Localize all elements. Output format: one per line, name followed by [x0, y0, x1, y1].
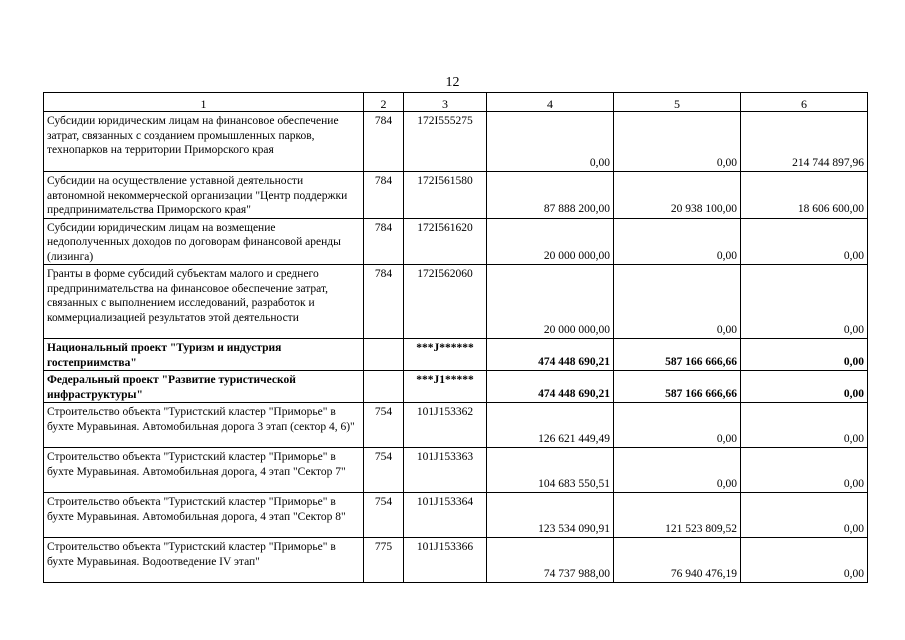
header-col-2: 2	[364, 93, 404, 112]
header-col-1: 1	[44, 93, 364, 112]
row-target-article: 172I555275	[404, 112, 487, 172]
row-code: 775	[364, 538, 404, 583]
header-col-4: 4	[487, 93, 614, 112]
row-amount-year-1: 474 448 690,21	[487, 339, 614, 371]
row-amount-year-3: 0,00	[741, 448, 868, 493]
row-amount-year-2: 121 523 809,52	[614, 493, 741, 538]
row-name: Национальный проект "Туризм и индустрия гостеприимства"	[44, 339, 364, 371]
row-amount-year-1: 74 737 988,00	[487, 538, 614, 583]
table-row	[44, 339, 868, 371]
row-amount-year-3: 0,00	[741, 538, 868, 583]
row-name: Федеральный проект "Развитие туристической инфраструктуры"	[44, 371, 364, 403]
table-row	[44, 371, 868, 403]
row-name: Строительство объекта "Туристский кластер "Приморье" в бухте Муравьиная. Автомобильная дорога 3 этап (сектор 4, 6)"	[44, 403, 364, 448]
row-target-article: 101J153366	[404, 538, 487, 583]
table-row	[44, 218, 868, 265]
row-amount-year-2: 76 940 476,19	[614, 538, 741, 583]
header-row	[44, 93, 868, 112]
row-amount-year-2: 0,00	[614, 218, 741, 265]
header-col-5: 5	[614, 93, 741, 112]
row-target-article: 172I562060	[404, 265, 487, 339]
row-amount-year-1: 126 621 449,49	[487, 403, 614, 448]
row-code: 754	[364, 493, 404, 538]
table-row	[44, 265, 868, 339]
row-target-article: 172I561580	[404, 172, 487, 219]
row-name: Строительство объекта "Туристский кластер "Приморье" в бухте Муравьиная. Автомобильная дорога, 4 этап "Сектор 7"	[44, 448, 364, 493]
row-amount-year-2: 0,00	[614, 265, 741, 339]
table-row	[44, 493, 868, 538]
table-row	[44, 403, 868, 448]
row-amount-year-2: 0,00	[614, 403, 741, 448]
table-row	[44, 448, 868, 493]
row-amount-year-1: 20 000 000,00	[487, 218, 614, 265]
row-code: 784	[364, 112, 404, 172]
row-code: 784	[364, 265, 404, 339]
row-amount-year-3: 0,00	[741, 339, 868, 371]
row-code	[364, 339, 404, 371]
row-amount-year-3: 0,00	[741, 265, 868, 339]
row-amount-year-1: 0,00	[487, 112, 614, 172]
row-amount-year-1: 104 683 550,51	[487, 448, 614, 493]
page-number: 12	[445, 75, 460, 90]
table-row	[44, 112, 868, 172]
row-amount-year-1: 87 888 200,00	[487, 172, 614, 219]
row-amount-year-2: 587 166 666,66	[614, 339, 741, 371]
row-code: 754	[364, 448, 404, 493]
row-code: 784	[364, 172, 404, 219]
row-name: Строительство объекта "Туристский кластер "Приморье" в бухте Муравьиная. Автомобильная дорога, 4 этап "Сектор 8"	[44, 493, 364, 538]
table-row	[44, 172, 868, 219]
row-name: Строительство объекта "Туристский кластер "Приморье" в бухте Муравьиная. Водоотведение IV этап"	[44, 538, 364, 583]
row-amount-year-3: 0,00	[741, 493, 868, 538]
row-amount-year-1: 123 534 090,91	[487, 493, 614, 538]
row-amount-year-2: 0,00	[614, 448, 741, 493]
row-name: Гранты в форме субсидий субъектам малого и среднего предпринимательства на финансовое обеспечение затрат, связанных с выполнением исследований, разработок и коммерциализацией результатов этой деятельности	[44, 265, 364, 339]
table-row	[44, 538, 868, 583]
row-amount-year-3: 214 744 897,96	[741, 112, 868, 172]
row-amount-year-3: 0,00	[741, 371, 868, 403]
row-amount-year-3: 0,00	[741, 403, 868, 448]
row-amount-year-1: 20 000 000,00	[487, 265, 614, 339]
row-amount-year-2: 20 938 100,00	[614, 172, 741, 219]
budget-table	[43, 92, 868, 583]
row-code: 784	[364, 218, 404, 265]
row-code	[364, 371, 404, 403]
row-target-article: ***J1*****	[404, 371, 487, 403]
row-target-article: 101J153362	[404, 403, 487, 448]
row-amount-year-3: 18 606 600,00	[741, 172, 868, 219]
row-amount-year-1: 474 448 690,21	[487, 371, 614, 403]
row-name: Субсидии на осуществление уставной деятельности автономной некоммерческой организации "Центр поддержки предпринимательства Приморского края"	[44, 172, 364, 219]
row-amount-year-3: 0,00	[741, 218, 868, 265]
row-target-article: 101J153364	[404, 493, 487, 538]
row-code: 754	[364, 403, 404, 448]
row-amount-year-2: 587 166 666,66	[614, 371, 741, 403]
row-target-article: ***J******	[404, 339, 487, 371]
row-amount-year-2: 0,00	[614, 112, 741, 172]
row-name: Субсидии юридическим лицам на финансовое обеспечение затрат, связанных с созданием промышленных парков, технопарков на территории Приморского края	[44, 112, 364, 172]
row-target-article: 172I561620	[404, 218, 487, 265]
header-col-3: 3	[404, 93, 487, 112]
header-col-6: 6	[741, 93, 868, 112]
row-target-article: 101J153363	[404, 448, 487, 493]
row-name: Субсидии юридическим лицам на возмещение недополученных доходов по договорам финансовой аренды (лизинга)	[44, 218, 364, 265]
